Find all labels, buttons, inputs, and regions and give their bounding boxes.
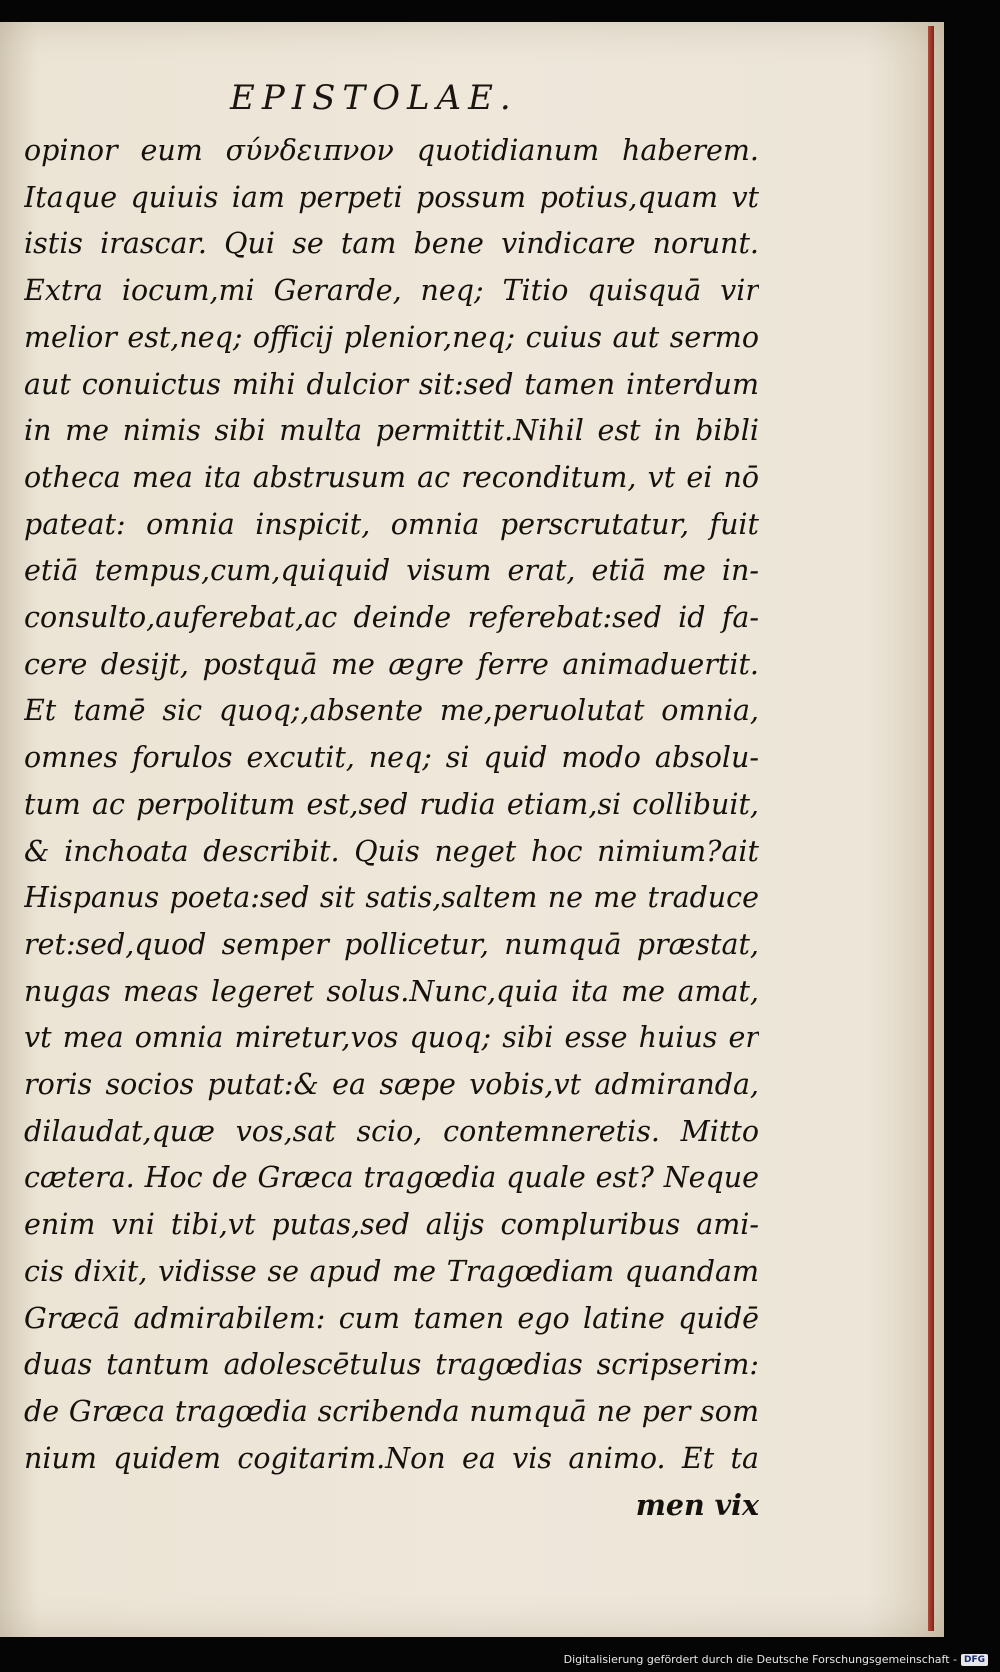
text-line: melior est,neq; officij plenior,neq; cuius aut sermo — [24, 320, 759, 354]
body-text — [24, 128, 759, 1529]
credit-text: Digitalisierung gefördert durch die Deutsche Forschungsgemeinschaft - — [563, 1653, 957, 1666]
text-line: ret:sed,quod semper pollicetur, numquā præstat, — [24, 927, 759, 961]
text-line: cætera. Hoc de Græca tragœdia quale est? Neque — [24, 1161, 759, 1195]
text-line: nugas meas legeret solus.Nunc,quia ita me amat, — [24, 974, 759, 1008]
text-line: Græcā admirabilem: cum tamen ego latine quidē — [24, 1301, 759, 1335]
text-line: nium quidem cogitarim.Non ea vis animo. Et ta — [24, 1441, 759, 1475]
text-line: etiā tempus,cum,quiquid visum erat, etiā me in- — [24, 554, 759, 588]
dfg-logo: DFG — [961, 1654, 988, 1666]
text-line: roris socios putat:& ea sæpe vobis,vt admiranda, — [24, 1068, 759, 1102]
text-line: & inchoata describit. Quis neget hoc nimium?ait — [24, 834, 759, 868]
page-header: EPISTOLAE. — [230, 78, 518, 118]
text-line: Extra iocum,mi Gerarde, neq; Titio quisquā vir — [24, 274, 759, 308]
text-line: de Græca tragœdia scribenda numquā ne per som — [24, 1394, 759, 1428]
digitization-credit — [564, 1653, 988, 1666]
text-line: Hispanus poeta:sed sit satis,saltem ne me traduce — [24, 881, 759, 915]
text-line: in me nimis sibi multa permittit.Nihil est in bibli — [24, 414, 759, 448]
text-line: opinor eum σύνδειπνον quotidianum haberem. — [24, 134, 759, 167]
text-line: tum ac perpolitum est,sed rudia etiam,si collibuit, — [24, 787, 759, 821]
text-line: istis irascar. Qui se tam bene vindicare norunt. — [24, 227, 759, 261]
text-line: dilaudat,quæ vos,sat scio, contemneretis. Mitto — [24, 1114, 759, 1148]
text-line: otheca mea ita abstrusum ac reconditum, vt ei nō — [24, 460, 759, 494]
text-line: duas tantum adolescētulus tragœdias scripserim: — [24, 1348, 759, 1382]
page-edge — [928, 26, 934, 1631]
text-line: consulto,auferebat,ac deinde referebat:sed id fa- — [24, 601, 759, 635]
text-line: Et tamē sic quoq;,absente me,peruolutat omnia, — [24, 694, 759, 728]
text-line: aut conuictus mihi dulcior sit:sed tamen interdum — [24, 367, 759, 401]
catchword: men vix — [635, 1488, 759, 1523]
text-line: enim vni tibi,vt putas,sed alijs compluribus ami- — [24, 1208, 759, 1242]
text-line: cere desijt, postquā me ægre ferre animaduertit. — [24, 647, 759, 681]
text-line: Itaque quiuis iam perpeti possum potius,quam vt — [24, 180, 759, 214]
text-line: vt mea omnia miretur,vos quoq; sibi esse huius er — [24, 1021, 759, 1055]
text-line: pateat: omnia inspicit, omnia perscrutatur, fuit — [24, 507, 759, 541]
text-line: omnes forulos excutit, neq; si quid modo absolu- — [24, 741, 759, 775]
text-line: cis dixit, vidisse se apud me Tragœdiam quandam — [24, 1254, 759, 1288]
